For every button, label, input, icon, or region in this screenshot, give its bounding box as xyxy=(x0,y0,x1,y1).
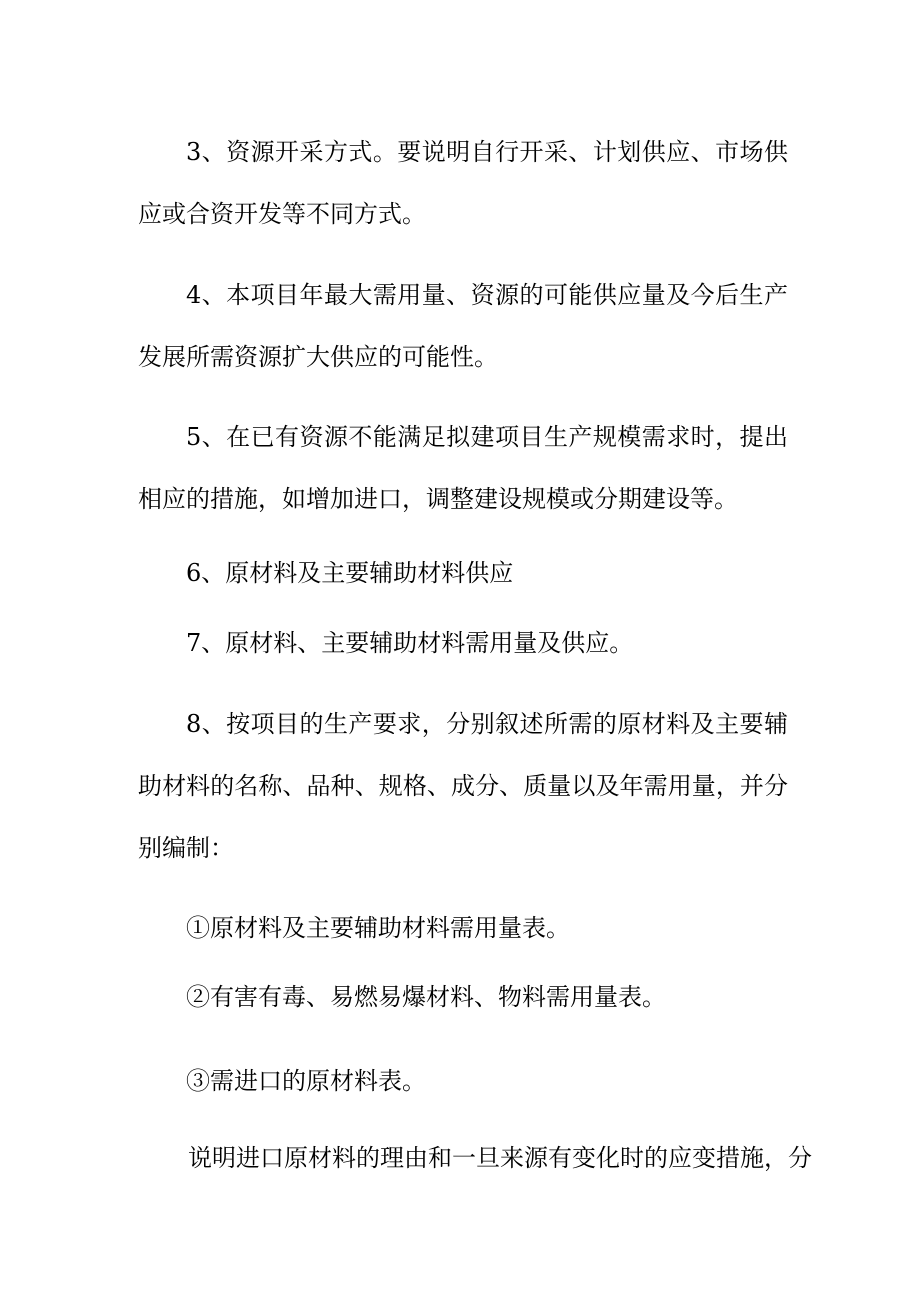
list-item-hazardous-material-table: ②有害有毒、易燃易爆材料、物料需用量表。 xyxy=(186,983,666,1011)
paragraph-material-demand: 7、原材料、主要辅助材料需用量及供应。 xyxy=(186,629,634,657)
paragraph-production-requirements: 8、按项目的生产要求，分别叙述所需的原材料及主要辅助材料的名称、品种、规格、成分、质量以及年需用量，并分别编制： xyxy=(138,710,788,862)
paragraph-import-explanation: 说明进口原材料的理由和一旦来源有变化时的应变措施，分 xyxy=(188,1144,812,1172)
list-item-import-material-table: ③需进口的原材料表。 xyxy=(186,1067,426,1095)
list-item-material-demand-table: ①原材料及主要辅助材料需用量表。 xyxy=(186,914,570,942)
paragraph-raw-material-supply: 6、原材料及主要辅助材料供应 xyxy=(186,559,514,587)
paragraph-resource-measures: 5、在已有资源不能满足拟建项目生产规模需求时，提出相应的措施，如增加进口，调整建设规模或分期建设等。 xyxy=(138,423,788,513)
paragraph-annual-demand: 4、本项目年最大需用量、资源的可能供应量及今后生产发展所需资源扩大供应的可能性。 xyxy=(138,281,788,371)
paragraph-resource-mining-method: 3、资源开采方式。要说明自行开采、计划供应、市场供应或合资开发等不同方式。 xyxy=(138,138,788,228)
